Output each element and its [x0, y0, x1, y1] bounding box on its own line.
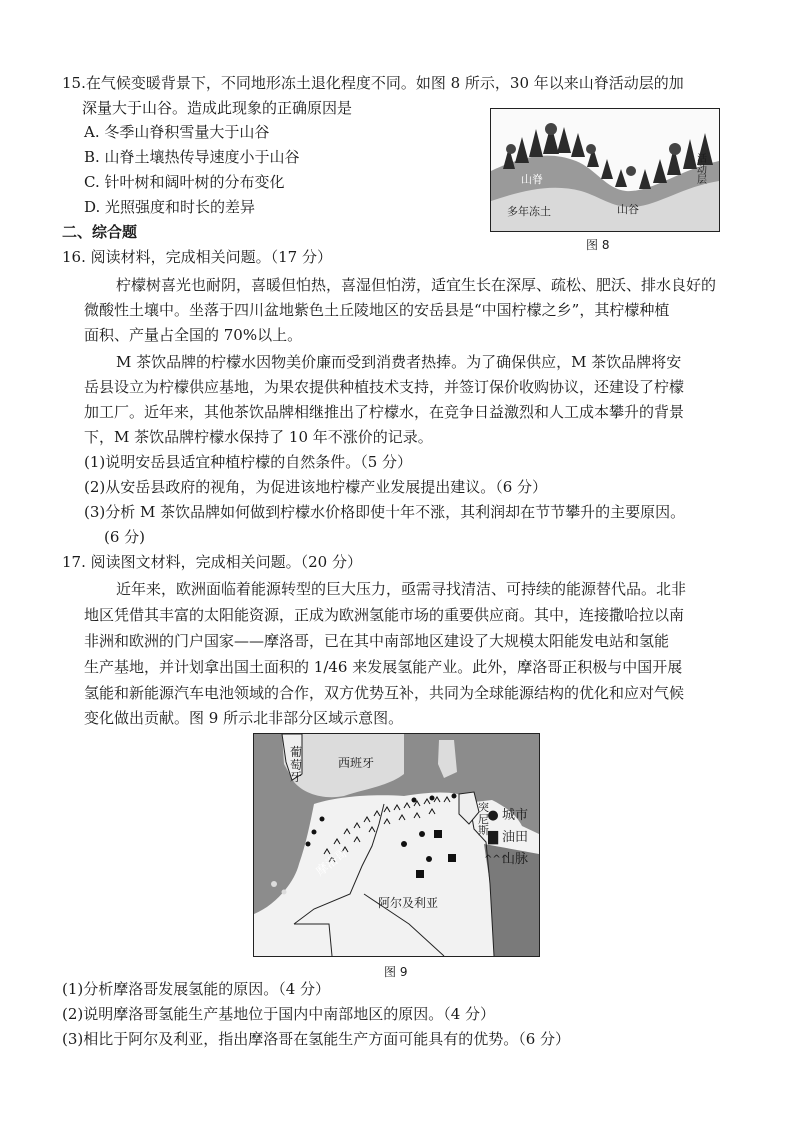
fig9-label-morocco: 摩洛哥	[313, 845, 351, 879]
fig8-label-permafrost: 多年冻土	[507, 205, 551, 218]
q17-sub3: (3)相比于阿尔及利亚，指出摩洛哥在氢能生产方面可能具有的优势。（6 分）	[62, 1030, 571, 1048]
city-dot-icon: ●	[487, 807, 499, 823]
q16-p1-l1: 柠檬树喜光也耐阴，喜暖但怕热，喜湿但怕涝，适宜生长在深厚、疏松、肥沃、排水良好的	[116, 276, 717, 294]
q16-p1-l2: 微酸性土壤中。坐落于四川盆地紫色土丘陵地区的安岳县是“中国柠檬之乡”，其柠檬种植	[84, 301, 670, 319]
legend-row-city	[484, 805, 528, 827]
legend-row-mountain	[484, 849, 528, 871]
q15-option-c: C. 针叶树和阔叶树的分布变化	[84, 173, 285, 191]
q17-p1-l5: 氢能和新能源汽车电池领域的合作，双方优势互补，共同为全球能源结构的优化和应对气候	[84, 684, 685, 702]
q16-sub3-l1: (3)分析 M 茶饮品牌如何做到柠檬水价格即使十年不涨，其利润却在节节攀升的主要原因。	[84, 503, 686, 521]
q15-option-a: A. 冬季山脊积雪量大于山谷	[84, 123, 270, 141]
q16-sub1: (1)说明安岳县适宜种植柠檬的自然条件。（5 分）	[84, 453, 413, 471]
q16-head: 16. 阅读材料，完成相关问题。（17 分）	[62, 248, 332, 266]
q17-p1-l1: 近年来，欧洲面临着能源转型的巨大压力，亟需寻找清洁、可持续的能源替代品。北非	[116, 580, 687, 598]
fig8-label-ridge: 山脊	[521, 173, 543, 186]
q15-option-d: D. 光照强度和时长的差异	[84, 198, 256, 216]
q16-p1-l3: 面积、产量占全国的 70%以上。	[84, 326, 303, 344]
q15-line2: 深量大于山谷。造成此现象的正确原因是	[82, 99, 353, 117]
q15-line1: 15.在气候变暖背景下，不同地形冻土退化程度不同。如图 8 所示，30 年以来山脊活动层的加	[62, 74, 684, 92]
q17-p1-l4: 生产基地，并计划拿出国土面积的 1/46 来发展氢能产业。此外，摩洛哥正积极与中国开展	[84, 658, 683, 676]
q16-p2-l3: 加工厂。近年来，其他茶饮品牌相继推出了柠檬水，在竞争日益激烈和人工成本攀升的背景	[84, 403, 685, 421]
legend-oil-label: 油田	[502, 829, 529, 845]
q17-head: 17. 阅读图文材料，完成相关问题。（20 分）	[62, 553, 362, 571]
fig9-label-tunisia: 突尼斯	[478, 801, 489, 838]
q17-p1-l6: 变化做出贡献。图 9 所示北非部分区域示意图。	[84, 709, 404, 727]
fig9-label-spain: 西班牙	[338, 756, 375, 770]
q17-p1-l3: 非洲和欧洲的门户国家——摩洛哥，已在其中南部地区建设了大规模太阳能发电站和氢能	[84, 632, 670, 650]
q16-p2-l4: 下，M 茶饮品牌柠檬水保持了 10 年不涨价的记录。	[84, 428, 433, 446]
q15-option-b: B. 山脊土壤热传导速度小于山谷	[84, 148, 300, 166]
oilfield-icon: ▇	[488, 829, 498, 845]
q17-sub2: (2)说明摩洛哥氢能生产基地位于国内中南部地区的原因。（4 分）	[62, 1005, 496, 1023]
legend-row-oil	[484, 827, 528, 849]
fig9-caption: 图 9	[384, 965, 408, 979]
q16-sub3-l2: (6 分)	[104, 528, 146, 546]
fig8-label-active-layer: 活动层	[697, 154, 707, 186]
fig9-label-algeria: 阿尔及利亚	[378, 896, 439, 910]
fig9-label-portugal: 葡萄牙	[290, 745, 303, 785]
section-2-title: 二、综合题	[62, 223, 138, 241]
legend-city-label: 城市	[502, 807, 529, 823]
q16-sub2: (2)从安岳县政府的视角，为促进该地柠檬产业发展提出建议。（6 分）	[84, 478, 548, 496]
legend-mountain-label: 山脉	[502, 851, 529, 867]
mountain-icon: ^^^	[484, 854, 510, 866]
q16-p2-l1: M 茶饮品牌的柠檬水因物美价廉而受到消费者热捧。为了确保供应，M 茶饮品牌将安	[116, 353, 682, 371]
q17-sub1: (1)分析摩洛哥发展氢能的原因。（4 分）	[62, 980, 331, 998]
fig9-legend	[484, 805, 528, 871]
q17-p1-l2: 地区凭借其丰富的太阳能资源，正成为欧洲氢能市场的重要供应商。其中，连接撒哈拉以南	[84, 606, 685, 624]
figure-8	[490, 108, 720, 232]
fig8-label-valley: 山谷	[617, 203, 639, 216]
q16-p2-l2: 岳县设立为柠檬供应基地，为果农提供种植技术支持，并签订保价收购协议，还建设了柠檬	[84, 378, 685, 396]
fig8-caption: 图 8	[586, 238, 610, 252]
